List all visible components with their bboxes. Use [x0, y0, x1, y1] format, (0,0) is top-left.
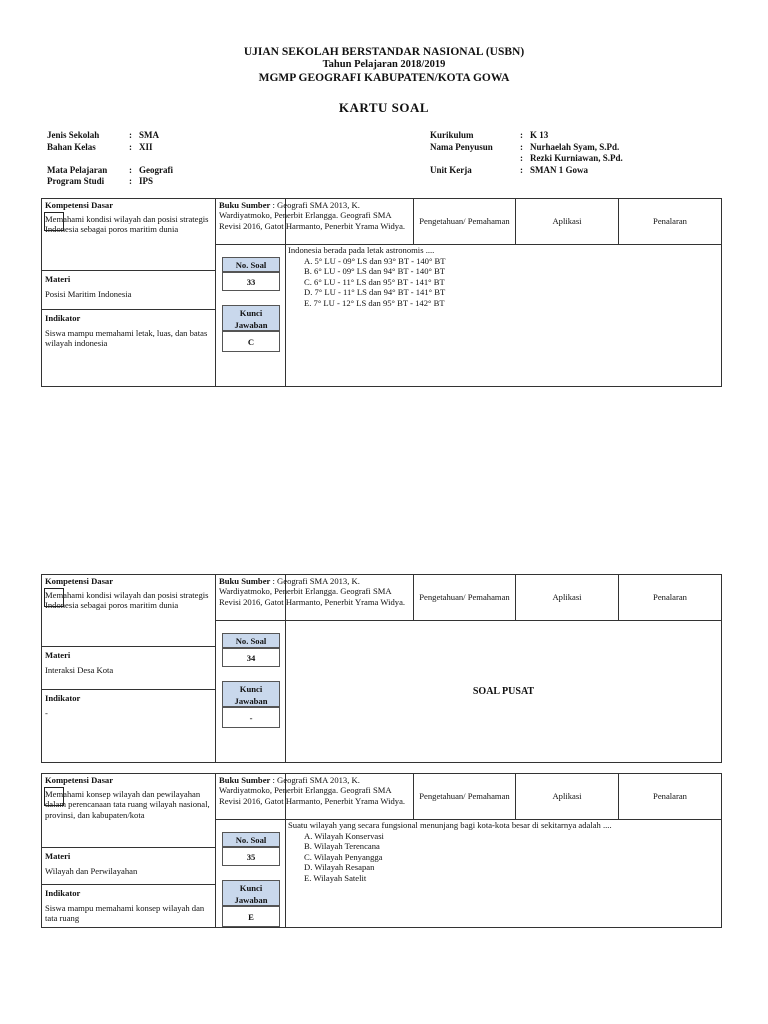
card-top-bar: [216, 199, 721, 245]
kunci-value: E: [222, 906, 280, 927]
meta-right: Kurikulum : K 13 Nama Penyusun : Nurhaelah Syam, S.Pd. : Rezki Kurniawan, S.Pd. Unit Kerja : SMAN 1 Gowa: [430, 130, 623, 175]
indikator-section: Indikator Siswa mampu memahami konsep wilayah dan tata ruang: [42, 884, 216, 924]
level-penalaran: Penalaran: [653, 216, 687, 226]
marker-box: [44, 588, 64, 607]
question-options: [304, 256, 446, 309]
option-d: D. Wilayah Resapan: [304, 862, 375, 873]
kunci-label: Kunci Jawaban: [222, 880, 280, 906]
card-left-column: [42, 199, 216, 386]
level-aplikasi: Aplikasi: [516, 199, 619, 244]
buku-sumber: Buku Sumber : Geografi SMA 2013, K. Wardiyatmoko, Penerbit Erlangga. Geografi SMA Revisi 2016, Gatot Harmanto, Penerbit Yrama Widya.: [216, 575, 414, 620]
no-soal-value: 35: [222, 847, 280, 866]
no-soal-label: No. Soal: [222, 832, 280, 847]
card-title: KARTU SOAL: [338, 100, 430, 115]
indikator-section: Indikator -: [42, 689, 216, 718]
option-e: E. 7° LU - 12° LS dan 95° BT - 142° BT: [304, 297, 445, 308]
no-soal-label: No. Soal: [222, 257, 280, 272]
question-card-34: [41, 574, 722, 763]
option-c: C. Wilayah Penyangga: [304, 851, 383, 862]
no-soal-label: No. Soal: [222, 633, 280, 648]
materi-section: Materi Posisi Maritim Indonesia: [42, 270, 216, 299]
option-c: C. 6° LU - 11° LS dan 95° BT - 141° BT: [304, 276, 445, 287]
kunci-value: C: [222, 331, 280, 352]
level-pengetahuan: Pengetahuan/ Pemahaman: [414, 199, 516, 244]
marker-box: [44, 787, 64, 806]
kunci-value: -: [222, 707, 280, 728]
option-b: B. Wilayah Terencana: [304, 841, 380, 852]
kd-section: Kompetensi Dasar Memahami konsep wilayah dan pewilayahan dalam perencanaan tata ruang wilayah nasional, provinsi, dan kabupaten/kota: [45, 775, 210, 820]
level-pengetahuan: Pengetahuan/ Pemahaman: [414, 575, 516, 620]
buku-sumber: Buku Sumber : Geografi SMA 2013, K. Wardiyatmoko, Penerbit Erlangga. Geografi SMA Revisi 2016, Gatot Harmanto, Penerbit Yrama Widya.: [216, 199, 414, 244]
card-top-bar: [216, 575, 721, 621]
option-a: A. 5° LU - 09° LS dan 93° BT - 140° BT: [304, 255, 446, 266]
kd-section: Kompetensi Dasar Memahami kondisi wilayah dan posisi strategis Indonesia sebagai poros maritim dunia: [45, 200, 209, 234]
option-d: D. 7° LU - 11° LS dan 94° BT - 141° BT: [304, 287, 446, 298]
question-card-35: [41, 773, 722, 928]
no-soal-value: 34: [222, 648, 280, 667]
indikator-section: Indikator Siswa mampu memahami letak, luas, dan batas wilayah indonesia: [42, 309, 216, 349]
kunci-label: Kunci Jawaban: [222, 681, 280, 707]
option-a: A. Wilayah Konservasi: [304, 830, 384, 841]
soal-pusat-label: SOAL PUSAT: [472, 686, 535, 697]
no-soal-value: 33: [222, 272, 280, 291]
level-aplikasi: Aplikasi: [516, 575, 619, 620]
meta-left: Jenis Sekolah : SMA Bahan Kelas : XII Mata Pelajaran : Geografi Program Studi : IPS: [47, 130, 173, 186]
materi-section: Materi Interaksi Desa Kota: [42, 646, 216, 675]
question-block: [288, 245, 446, 309]
option-b: B. 6° LU - 09° LS dan 94° BT - 140° BT: [304, 266, 446, 277]
mgmp-title: MGMP GEOGRAFI KABUPATEN/KOTA GOWA: [258, 72, 510, 84]
kd-section: Kompetensi Dasar Memahami kondisi wilayah dan posisi strategis Indonesia sebagai poros maritim dunia: [45, 576, 209, 610]
materi-section: Materi Wilayah dan Perwilayahan: [42, 847, 216, 876]
level-penalaran: Penalaran: [653, 791, 687, 801]
buku-sumber: Buku Sumber : Geografi SMA 2013, K. Wardiyatmoko, Penerbit Erlangga. Geografi SMA Revisi 2016, Gatot Harmanto, Penerbit Yrama Widya.: [216, 774, 414, 819]
card-left-column: [42, 575, 216, 762]
exam-title: UJIAN SEKOLAH BERSTANDAR NASIONAL (USBN): [243, 46, 525, 58]
question-text: Suatu wilayah yang secara fungsional menunjang bagi kota-kota besar di sekitarnya adalah ....: [288, 820, 612, 830]
level-pengetahuan: Pengetahuan/ Pemahaman: [414, 774, 516, 819]
question-text: Indonesia berada pada letak astronomis ....: [288, 245, 435, 255]
card-left-column: [42, 774, 216, 927]
question-options: [304, 831, 612, 884]
level-penalaran: Penalaran: [653, 592, 687, 602]
option-e: E. Wilayah Satelit: [304, 872, 367, 883]
school-year: Tahun Pelajaran 2018/2019: [322, 59, 446, 70]
card-top-bar: [216, 774, 721, 820]
question-block: [288, 820, 612, 884]
level-aplikasi: Aplikasi: [516, 774, 619, 819]
kunci-label: Kunci Jawaban: [222, 305, 280, 331]
marker-box: [44, 212, 64, 231]
question-card-33: [41, 198, 722, 387]
